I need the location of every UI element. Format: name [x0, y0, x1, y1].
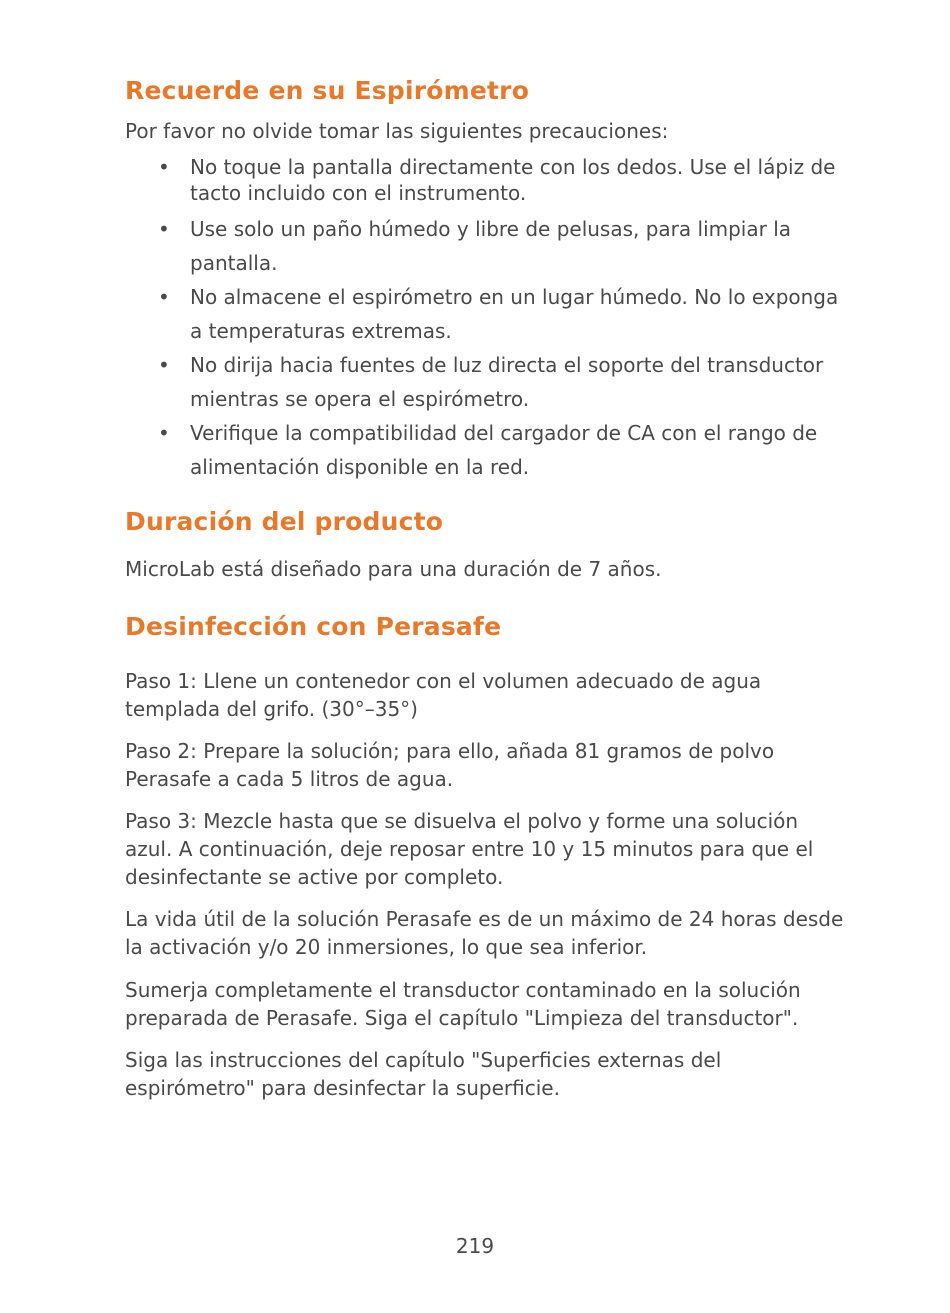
- list-item-text: Verifique la compatibilidad del cargador de CA con el rango de alimentación disponible en la red.: [190, 421, 818, 479]
- heading-recuerde: Recuerde en su Espirómetro: [125, 76, 530, 105]
- list-item: [125, 212, 845, 280]
- vida-util: La vida útil de la solución Perasafe es de un máximo de 24 horas desde la activación y/o 20 inmersiones, lo que sea inferior.: [125, 907, 844, 959]
- duracion-text: MicroLab está diseñado para una duración de 7 años.: [125, 557, 662, 581]
- list-item-text: No dirija hacia fuentes de luz directa el soporte del transductor mientras se opera el espirómetro.: [190, 353, 824, 411]
- paso-3: Paso 3: Mezcle hasta que se disuelva el polvo y forme una solución azul. A continuación, deje reposar entre 10 y 15 minutos para que el desinfectante se active por completo.: [125, 809, 814, 889]
- paso-1: Paso 1: Llene un contenedor con el volumen adecuado de agua templada del grifo. (30°–35°): [125, 669, 762, 721]
- siga-instrucciones: Siga las instrucciones del capítulo "Superficies externas del espirómetro" para desinfectar la superficie.: [125, 1048, 722, 1100]
- list-item-text: No toque la pantalla directamente con los dedos. Use el lápiz de tacto incluido con el instrumento.: [190, 155, 836, 205]
- sumerja: Sumerja completamente el transductor contaminado en la solución preparada de Perasafe. Siga el capítulo "Limpieza del transductor".: [125, 978, 801, 1030]
- list-item: [125, 416, 845, 484]
- list-item: [125, 280, 845, 348]
- bullet-icon: •: [158, 421, 170, 445]
- bullet-icon: •: [158, 155, 170, 179]
- bullet-icon: •: [158, 217, 170, 241]
- precauciones-list: [125, 154, 845, 484]
- list-item-text: No almacene el espirómetro en un lugar húmedo. No lo exponga a temperaturas extremas.: [190, 285, 839, 343]
- list-item: [125, 348, 845, 416]
- list-item-text: Use solo un paño húmedo y libre de pelusas, para limpiar la pantalla.: [190, 217, 792, 275]
- page-number: 219: [455, 1234, 495, 1258]
- heading-duracion: Duración del producto: [125, 507, 444, 536]
- bullet-icon: •: [158, 353, 170, 377]
- intro-precauciones: Por favor no olvide tomar las siguientes precauciones:: [125, 119, 669, 143]
- paso-2: Paso 2: Prepare la solución; para ello, añada 81 gramos de polvo Perasafe a cada 5 litros de agua.: [125, 739, 775, 791]
- heading-desinfeccion: Desinfección con Perasafe: [125, 612, 502, 641]
- bullet-icon: •: [158, 285, 170, 309]
- list-item: [125, 154, 845, 206]
